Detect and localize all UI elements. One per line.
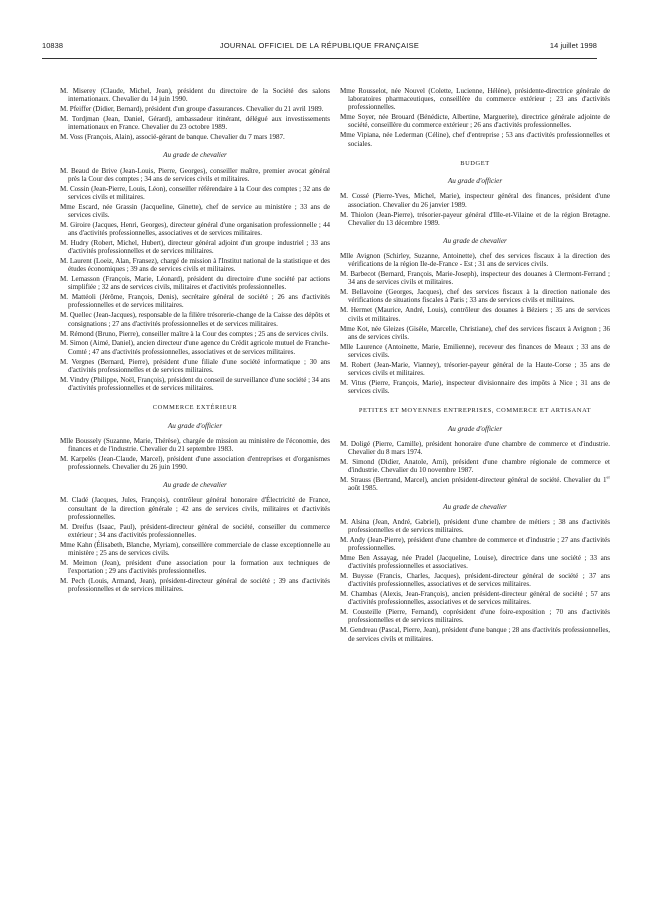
- nomination-entry: M. Mattéoli (Jérôme, François, Denis), secrétaire général de société ; 26 ans d'activités professionnelles et de services militaires.: [60, 293, 330, 310]
- nomination-entry: M. Miserey (Claude, Michel, Jean), président du directoire de la Société des salons internationaux. Chevalier du 14 juin 1990.: [60, 87, 330, 104]
- nomination-entry: M. Cladé (Jacques, Jules, François), contrôleur général honoraire d'Électricité de France, consultant de la direction générale ; 42 ans de services civils, militaires et d'activités professionnelles.: [60, 496, 330, 521]
- nomination-entry: M. Beaud de Brive (Jean-Louis, Pierre, Georges), conseiller maître, premier avocat général près la Cour des comptes ; 34 ans de services civils et militaires.: [60, 166, 330, 183]
- nomination-entry: M. Giroire (Jacques, Henri, Georges), directeur général d'une organisation professionnelle ; 44 ans d'activités professionnelles, associatives et de services militaires.: [60, 220, 330, 238]
- nomination-entry: Mlle Laurence (Antoinette, Marie, Emilienne), receveur des finances de Meaux ; 33 ans de services civils.: [340, 342, 610, 359]
- nomination-entry: M. Doligé (Pierre, Camille), président honoraire d'une chambre de commerce et d'industrie. Chevalier du 8 mars 1974.: [340, 439, 610, 457]
- nomination-entry: M. Rémond (Bruno, Pierre), conseiller maître à la Cour des comptes ; 25 ans de services civils.: [60, 329, 329, 338]
- nomination-entry: M. Bellavoine (Georges, Jacques), chef des services fiscaux à la direction nationale des vérifications de situations fiscales à Paris ; 33 ans de services civils et militaires.: [340, 288, 610, 305]
- right-column: [340, 87, 610, 887]
- nomination-entry: M. Tordjman (Jean, Daniel, Gérard), ambassadeur itinérant, délégué aux investissements internationaux en France. Chevalier du 23 octobre 1989.: [60, 115, 330, 132]
- grade-subheading: Au grade d'officier: [447, 424, 503, 433]
- nomination-entry: Mme Kot, née Gleizes (Gisèle, Marcelle, Christiane), chef des services fiscaux à Avignon ; 36 ans de services civils.: [340, 324, 610, 341]
- nomination-entry: Mlle Avignon (Schirley, Suzanne, Antoinette), chef des services fiscaux à la direction des vérifications de la région Ile-de-France - Est ; 31 ans de services civils.: [340, 252, 610, 269]
- grade-subheading: Au grade d'officier: [447, 177, 503, 186]
- nomination-entry: Mme Rousselot, née Nouvel (Colette, Lucienne, Hélène), présidente-directrice générale de laboratoires pharmaceutiques, conseillère du commerce extérieur ; 23 ans d'activités professionnelles.: [340, 87, 610, 112]
- journal-title: JOURNAL OFFICIEL DE LA RÉPUBLIQUE FRANÇAISE: [219, 41, 420, 50]
- nomination-entry: M. Voss (François, Alain), associé-gérant de banque. Chevalier du 7 mars 1987.: [60, 133, 285, 142]
- nomination-entry: Mlle Boussely (Suzanne, Marie, Thérèse), chargée de mission au ministère de l'économie, des finances et de l'industrie. Chevalier du 21 septembre 1983.: [60, 436, 330, 453]
- nomination-entry: M. Vergnes (Bernard, Pierre), président d'une filiale d'une société informatique ; 30 ans d'activités professionnelles et de services militaires.: [60, 357, 330, 374]
- section-heading: BUDGET: [460, 159, 490, 167]
- left-column: [60, 87, 330, 887]
- issue-date: 14 juillet 1998: [549, 41, 597, 50]
- section-heading: PETITES ET MOYENNES ENTREPRISES, COMMERCE ET ARTISANAT: [358, 407, 592, 415]
- grade-subheading: Au grade de chevalier: [163, 151, 227, 160]
- nomination-entry: M. Alsina (Jean, André, Gabriel), président d'une chambre de métiers ; 38 ans d'activités professionnelles et de services militaires.: [340, 517, 610, 534]
- nomination-entry: M. Hudry (Robert, Michel, Hubert), directeur général adjoint d'un groupe industriel ; 33 ans d'activités professionnelles et de services militaires.: [60, 238, 330, 256]
- nomination-entry: M. Pech (Louis, Armand, Jean), président-directeur général de société ; 39 ans d'activités professionnelles et de services militaires.: [60, 577, 330, 594]
- nomination-entry: M. Chambas (Alexis, Jean-François), ancien président-directeur général de société ; 57 ans d'activités professionnelles, associatives et de services militaires.: [340, 590, 610, 607]
- nomination-entry: M. Gendreau (Pascal, Pierre, Jean), président d'une banque ; 28 ans d'activités professionnelles, de services civils et militaires.: [340, 626, 610, 643]
- nomination-entry: M. Strauss (Bertrand, Marcel), ancien président-directeur général de société. Chevalier du 1er août 1985.: [340, 474, 610, 493]
- nomination-entry: M. Laurent (Loeiz, Alan, Fransez), chargé de mission à l'Institut national de la statistique et des études économiques ; 39 ans de services civils et militaires.: [60, 257, 330, 274]
- nomination-entry: M. Dreifus (Isaac, Paul), président-directeur général de société, conseiller du commerce extérieur ; 34 ans d'activités professionnelles.: [60, 522, 330, 539]
- grade-subheading: Au grade de chevalier: [163, 481, 227, 490]
- nomination-entry: Mme Vipiana, née Lederman (Céline), chef d'entreprise ; 53 ans d'activités professionnelles et sociales.: [340, 131, 610, 148]
- nomination-entry: M. Quellec (Jean-Jacques), responsable de la filière trésorerie-change de la Caisse des dépôts et consignations ; 27 ans d'activités professionnelles et de services militaires.: [60, 311, 330, 328]
- page-number: 10838: [42, 41, 64, 50]
- nomination-entry: M. Meimon (Jean), président d'une association pour la formation aux techniques de l'exportation ; 29 ans d'activités professionnelles.: [60, 558, 330, 576]
- grade-subheading: Au grade de chevalier: [443, 236, 507, 245]
- nomination-entry: Mme Escard, née Grassin (Jacqueline, Ginette), chef de service au ministère ; 33 ans de services civils.: [60, 202, 330, 219]
- nomination-entry: M. Cossé (Pierre-Yves, Michel, Marie), inspecteur général des finances, président d'une association. Chevalier du 26 janvier 1989.: [340, 192, 610, 209]
- nomination-entry: M. Barbecot (Bernard, François, Marie-Joseph), inspecteur des douanes à Clermont-Ferrand ; 34 ans de services civils et militaires.: [340, 270, 610, 287]
- nomination-entry: M. Vitus (Pierre, François, Marie), inspecteur divisionnaire des impôts à Nice ; 31 ans de services civils.: [340, 378, 610, 396]
- nomination-entry: M. Buysse (Francis, Charles, Jacques), président-directeur général de société ; 37 ans d'activités professionnelles, associatives et de services militaires.: [340, 572, 610, 589]
- section-heading: COMMERCE EXTÉRIEUR: [152, 404, 238, 411]
- nomination-entry: M. Vindry (Philippe, Noël, François), président du conseil de surveillance d'une société ; 34 ans d'activités professionnelles et de services militaires.: [60, 375, 330, 392]
- nomination-entry: M. Thiolon (Jean-Pierre), trésorier-payeur général d'Ille-et-Vilaine et de la région Bretagne. Chevalier du 13 décembre 1989.: [340, 210, 610, 227]
- nomination-entry: M. Cousteille (Pierre, Fernand), coprésident d'une foire-exposition ; 70 ans d'activités professionnelles et de services militaires.: [340, 608, 610, 625]
- nomination-entry: M. Hermet (Maurice, André, Louis), contrôleur des douanes à Béziers ; 35 ans de services civils et militaires.: [340, 306, 610, 323]
- page-header: [42, 39, 597, 53]
- nomination-entry: M. Lemasson (François, Marie, Léonard), président du directoire d'une société par actions simplifiée ; 32 ans de services civils, militaires et d'activités professionnelles.: [60, 275, 330, 292]
- header-rule: [42, 58, 597, 59]
- nomination-entry: M. Pfeiffer (Didier, Bernard), président d'un groupe d'assurances. Chevalier du 21 avril 1989.: [60, 105, 324, 114]
- nomination-entry: M. Simon (Aimé, Daniel), ancien directeur d'une agence du Crédit agricole mutuel de Franche-Comté ; 47 ans d'activités professionnelles, associatives et de services militaires.: [60, 339, 330, 356]
- grade-subheading: Au grade d'officier: [167, 421, 223, 430]
- nomination-entry: Mme Soyer, née Brouard (Bénédicte, Albertine, Marguerite), directrice générale adjointe de société, conseillère du commerce extérieur ; 26 ans d'activités professionnelles.: [340, 113, 610, 130]
- nomination-entry: M. Andy (Jean-Pierre), président d'une chambre de commerce et d'industrie ; 27 ans d'activités professionnelles.: [340, 535, 610, 552]
- nomination-entry: M. Robert (Jean-Marie, Vianney), trésorier-payeur général de la Haute-Corse ; 35 ans de services civils et militaires.: [340, 360, 610, 377]
- nomination-entry: Mme Kahn (Élisabeth, Blanche, Myriam), conseillère commerciale de classe exceptionnelle au ministère ; 25 ans de services civils.: [60, 540, 330, 557]
- nomination-entry: Mme Ben Assayag, née Pradel (Jacqueline, Louise), directrice dans une société ; 33 ans d'activités professionnelles et associatives.: [340, 553, 610, 571]
- nomination-entry: M. Simond (Didier, Anatole, Ami), président d'une chambre régionale de commerce et d'industrie. Chevalier du 10 novembre 1987.: [340, 458, 610, 475]
- grade-subheading: Au grade de chevalier: [443, 502, 507, 511]
- nomination-entry: M. Karpelès (Jean-Claude, Marcel), président d'une association d'entreprises et d'organismes professionnels. Chevalier du 26 juin 1990.: [60, 454, 330, 472]
- nomination-entry: M. Cossin (Jean-Pierre, Louis, Léon), conseiller référendaire à la Cour des comptes ; 32 ans de services civils et militaires.: [60, 184, 330, 201]
